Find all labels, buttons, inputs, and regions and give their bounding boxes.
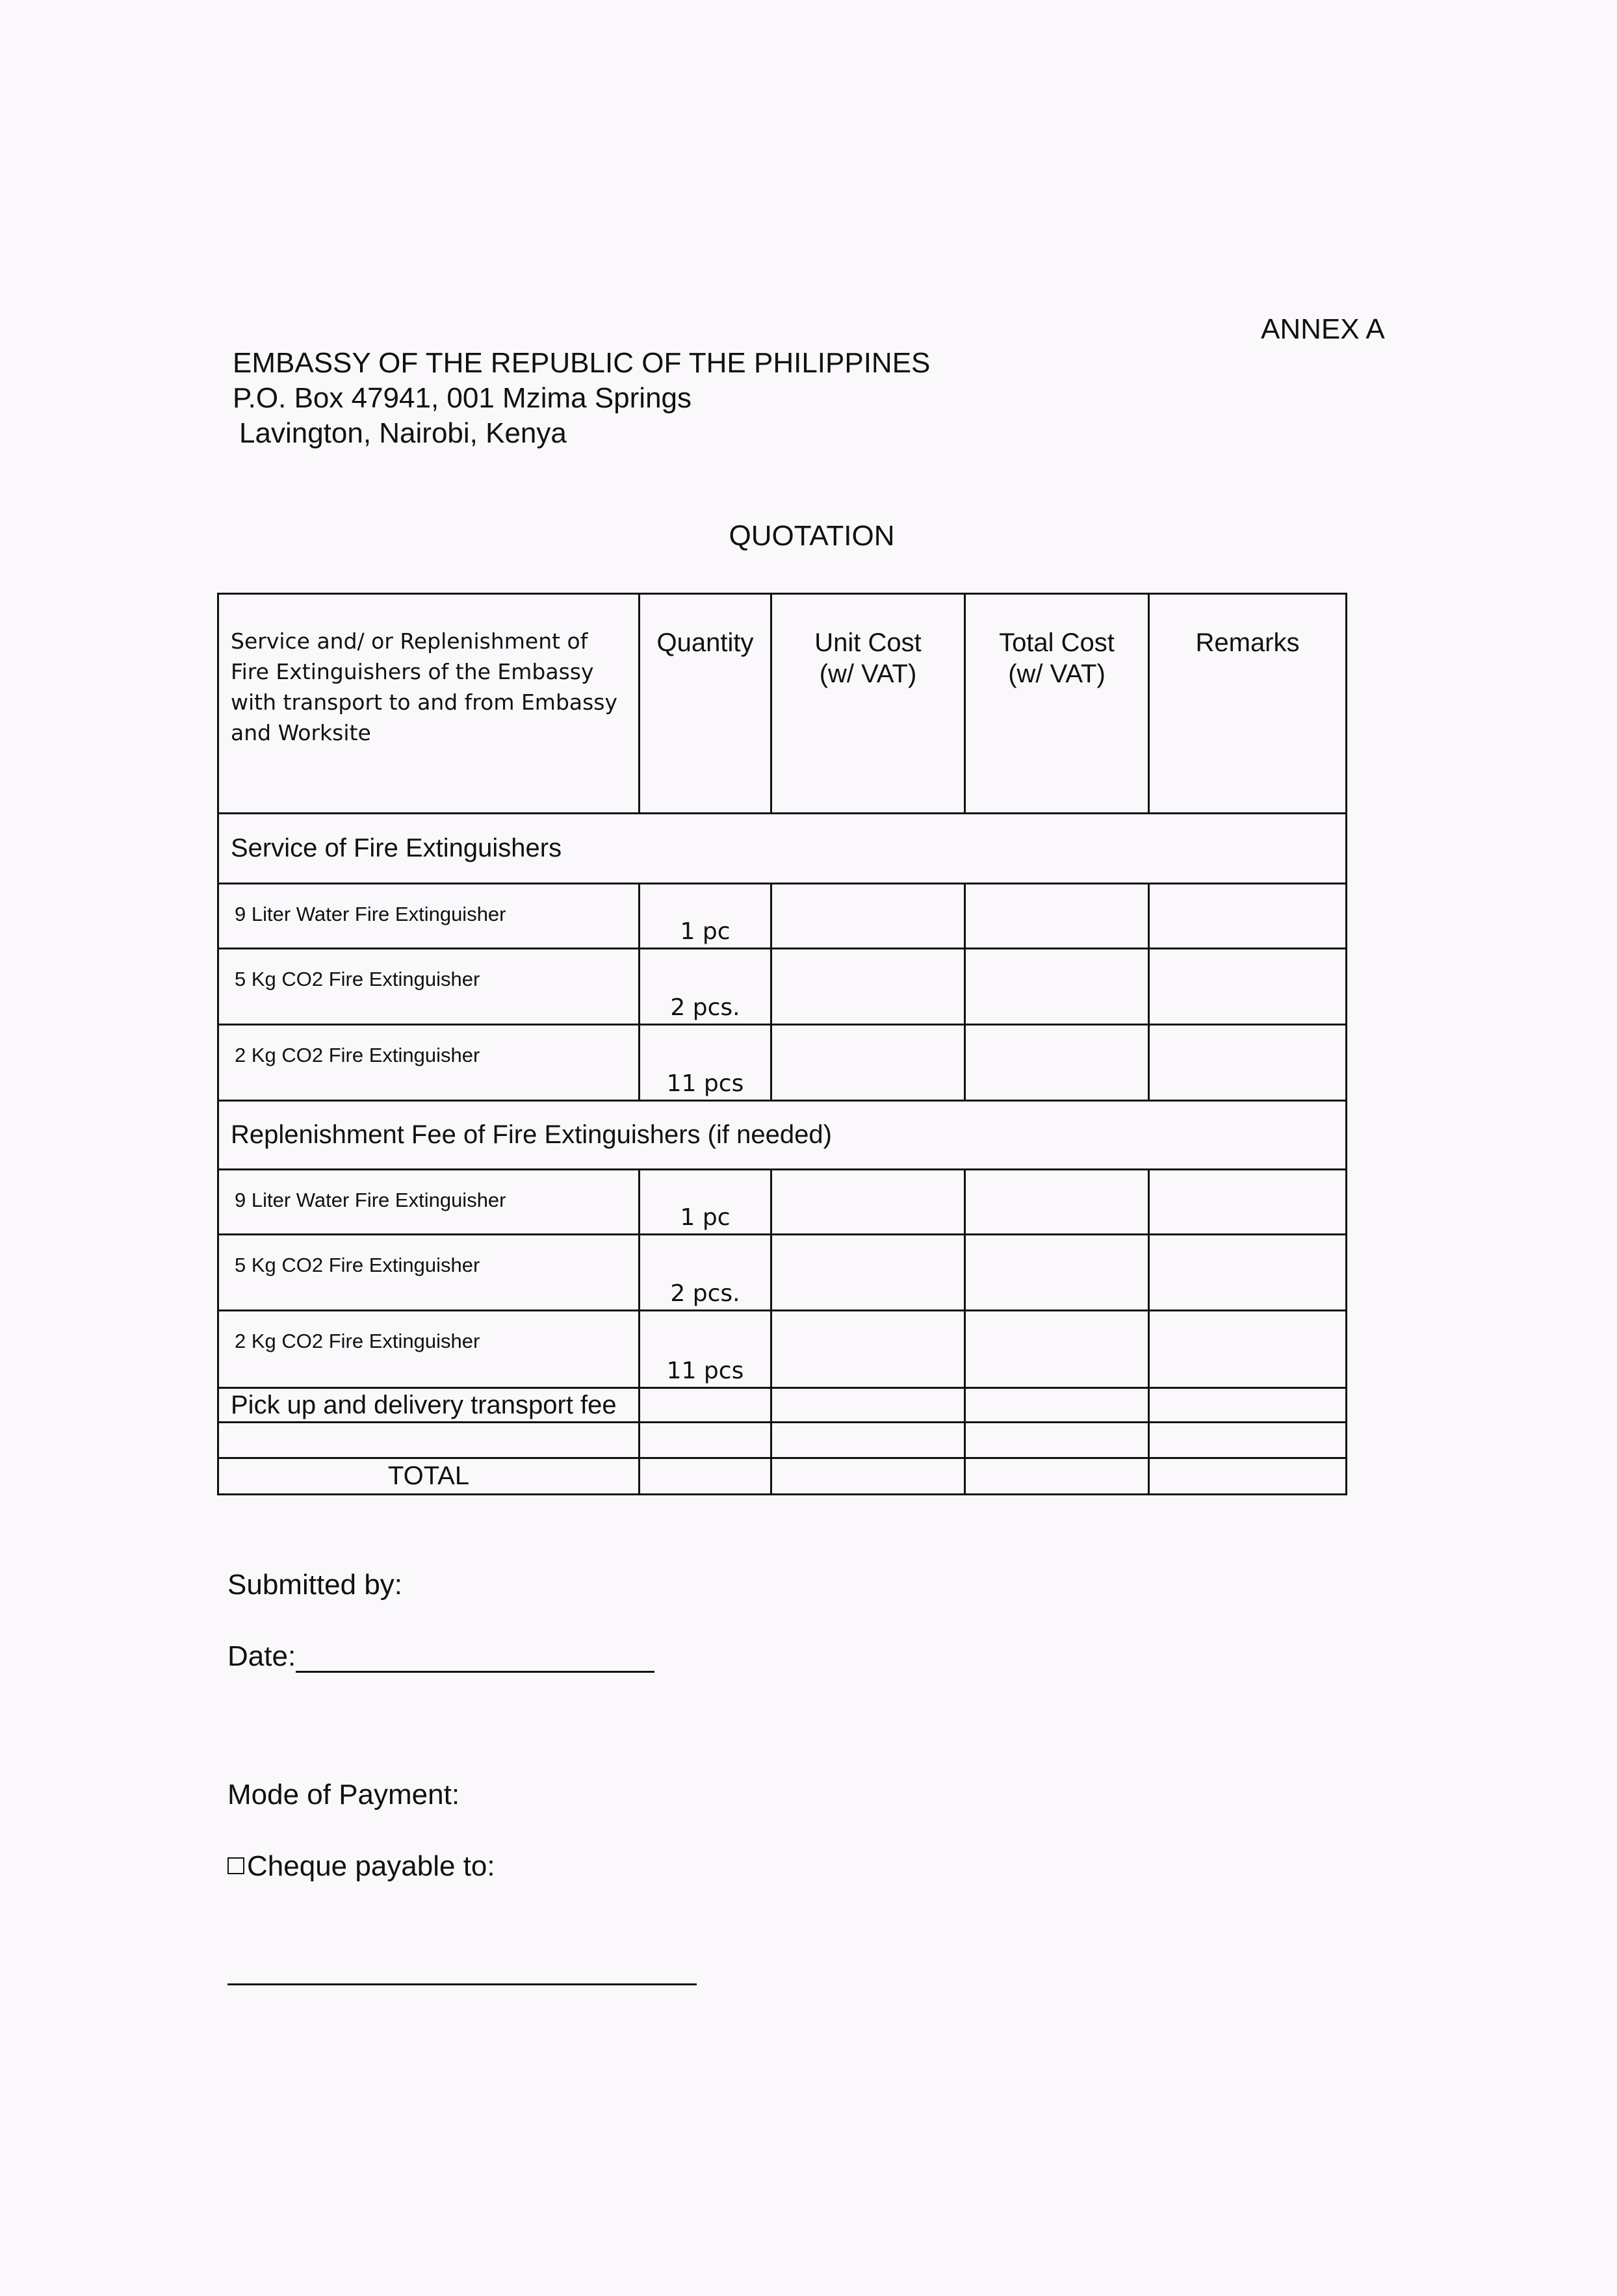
table-row xyxy=(218,1235,1347,1311)
remarks-cell[interactable] xyxy=(1149,1170,1347,1235)
unit-cost-line-1: Unit Cost xyxy=(814,628,922,657)
column-header-remarks: Remarks xyxy=(1149,594,1347,814)
document-title: QUOTATION xyxy=(729,520,895,552)
total-cost-cell[interactable] xyxy=(965,1311,1149,1388)
item-quantity: 11 pcs xyxy=(640,1311,771,1388)
table-header-row xyxy=(218,594,1347,814)
cheque-checkbox[interactable] xyxy=(227,1857,244,1874)
annex-label: ANNEX A xyxy=(1261,313,1385,345)
date-field-line[interactable] xyxy=(296,1671,654,1673)
item-quantity: 2 pcs. xyxy=(640,1235,771,1311)
blank-row xyxy=(218,1423,1347,1458)
item-quantity: 2 pcs. xyxy=(640,949,771,1025)
cheque-label: Cheque payable to: xyxy=(247,1850,495,1882)
unit-cost-cell[interactable] xyxy=(771,1235,965,1311)
table-row xyxy=(218,1025,1347,1101)
blank-cell[interactable] xyxy=(771,1423,965,1458)
total-cost-cell[interactable] xyxy=(965,884,1149,949)
address-line-2: P.O. Box 47941, 001 Mzima Springs xyxy=(233,382,692,414)
column-header-service: Service and/ or Replenishment of Fire Extinguishers of the Embassy with transport to and from Embassy and Worksite xyxy=(218,594,640,814)
unit-cost-cell[interactable] xyxy=(771,884,965,949)
table-row xyxy=(218,949,1347,1025)
total-quantity-cell[interactable] xyxy=(640,1458,771,1495)
cheque-option[interactable] xyxy=(227,1850,495,1883)
section-title-replenishment: Replenishment Fee of Fire Extinguishers (if needed) xyxy=(218,1101,1347,1170)
remarks-cell[interactable] xyxy=(1149,949,1347,1025)
item-quantity: 11 pcs xyxy=(640,1025,771,1101)
total-cost-cell[interactable] xyxy=(965,949,1149,1025)
column-header-total-cost xyxy=(965,594,1149,814)
total-cost-cell[interactable] xyxy=(965,1170,1149,1235)
section-row-replenishment xyxy=(218,1101,1347,1170)
column-header-unit-cost xyxy=(771,594,965,814)
table-row xyxy=(218,1170,1347,1235)
remarks-cell[interactable] xyxy=(1149,1388,1347,1423)
unit-cost-cell[interactable] xyxy=(771,1311,965,1388)
unit-cost-cell[interactable] xyxy=(771,949,965,1025)
total-cost-line-1: Total Cost xyxy=(999,628,1115,657)
submitted-by-label: Submitted by: xyxy=(227,1569,403,1601)
remarks-cell[interactable] xyxy=(1149,1025,1347,1101)
unit-cost-line-2: (w/ VAT) xyxy=(819,660,917,688)
payee-field-line[interactable] xyxy=(227,1983,697,1985)
address-line-3: Lavington, Nairobi, Kenya xyxy=(239,417,567,449)
remarks-cell[interactable] xyxy=(1149,1311,1347,1388)
item-name: 9 Liter Water Fire Extinguisher xyxy=(218,1170,640,1235)
embassy-address xyxy=(233,346,930,451)
blank-cell[interactable] xyxy=(640,1423,771,1458)
section-row-service xyxy=(218,814,1347,884)
total-cost-cell[interactable] xyxy=(965,1025,1149,1101)
total-row xyxy=(218,1458,1347,1495)
item-name: 5 Kg CO2 Fire Extinguisher xyxy=(218,1235,640,1311)
item-name: 9 Liter Water Fire Extinguisher xyxy=(218,884,640,949)
total-cost-line-2: (w/ VAT) xyxy=(1008,660,1106,688)
total-remarks-cell[interactable] xyxy=(1149,1458,1347,1495)
table-row xyxy=(218,1311,1347,1388)
total-cost-cell[interactable] xyxy=(965,1235,1149,1311)
address-line-1: EMBASSY OF THE REPUBLIC OF THE PHILIPPINES xyxy=(233,347,931,379)
blank-cell[interactable] xyxy=(218,1423,640,1458)
total-cost-cell[interactable] xyxy=(965,1388,1149,1423)
unit-cost-cell[interactable] xyxy=(771,1025,965,1101)
section-title-service: Service of Fire Extinguishers xyxy=(218,814,1347,884)
blank-cell[interactable] xyxy=(1149,1423,1347,1458)
remarks-cell[interactable] xyxy=(1149,884,1347,949)
transport-fee-label: Pick up and delivery transport fee xyxy=(218,1388,640,1423)
blank-cell[interactable] xyxy=(965,1423,1149,1458)
transport-row xyxy=(218,1388,1347,1423)
total-label: TOTAL xyxy=(218,1458,640,1495)
date-label: Date: xyxy=(227,1640,296,1672)
grand-total-cell[interactable] xyxy=(965,1458,1149,1495)
quotation-table xyxy=(217,593,1347,1495)
total-unit-cost-cell[interactable] xyxy=(771,1458,965,1495)
remarks-cell[interactable] xyxy=(1149,1235,1347,1311)
item-name: 2 Kg CO2 Fire Extinguisher xyxy=(218,1025,640,1101)
item-name: 5 Kg CO2 Fire Extinguisher xyxy=(218,949,640,1025)
item-quantity: 1 pc xyxy=(640,884,771,949)
mode-of-payment-label: Mode of Payment: xyxy=(227,1779,460,1811)
column-header-quantity: Quantity xyxy=(640,594,771,814)
quantity-cell[interactable] xyxy=(640,1388,771,1423)
unit-cost-cell[interactable] xyxy=(771,1388,965,1423)
unit-cost-cell[interactable] xyxy=(771,1170,965,1235)
item-name: 2 Kg CO2 Fire Extinguisher xyxy=(218,1311,640,1388)
table-row xyxy=(218,884,1347,949)
item-quantity: 1 pc xyxy=(640,1170,771,1235)
